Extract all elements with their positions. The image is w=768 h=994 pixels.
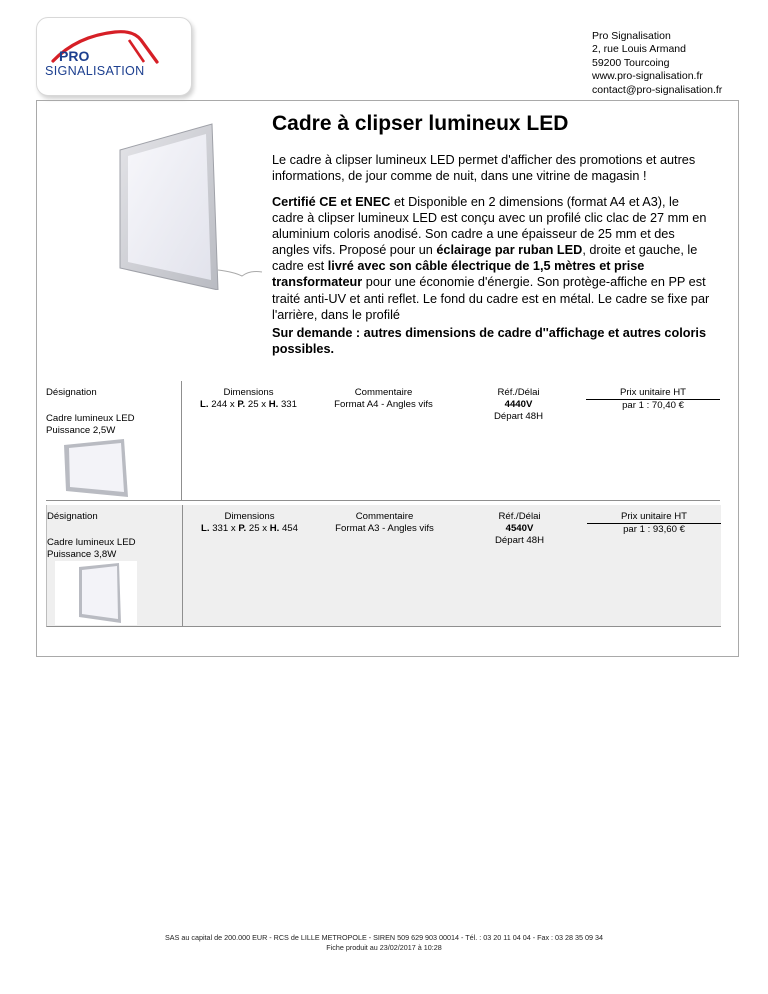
company-email[interactable]: contact@pro-signalisation.fr <box>592 83 723 96</box>
comment-cell <box>316 387 451 411</box>
comment-label: Commentaire <box>354 387 413 398</box>
product-title: Cadre à clipser lumineux LED <box>272 112 569 135</box>
product-intro: Le cadre à clipser lumineux LED permet d'afficher des promotions et autres informations, de jour comme de nuit, dans une vitrine de magasin ! <box>272 153 696 184</box>
desc-text-3: pour une économie d'énergie. Son protège-affiche en PP est traité anti-UV et anti reflet. Le fond du cadre est en métal. Le cadre se fixe par l'arrière, dans le profilé <box>272 275 710 322</box>
desc-bold-lighting: éclairage par ruban LED <box>436 243 583 258</box>
reference-cell <box>452 511 587 546</box>
reference-cell <box>451 387 586 422</box>
dimensions-label: Dimensions <box>223 387 274 398</box>
row-product-thumbnail <box>55 561 137 625</box>
table-row <box>46 381 720 501</box>
product-name: Cadre lumineux LED <box>47 536 136 548</box>
logo-text-signalisation: SIGNALISATION <box>45 64 145 78</box>
comment-cell <box>317 511 452 535</box>
page-footer <box>0 933 768 952</box>
product-power: Puissance 3,8W <box>47 548 117 560</box>
row-product-thumbnail <box>54 437 136 497</box>
on-demand-note: Sur demande : autres dimensions de cadre d''affichage et autres coloris possibles. <box>272 326 707 357</box>
price-cell <box>586 387 720 412</box>
price-label: Prix unitaire HT <box>587 511 721 524</box>
comment-label: Commentaire <box>355 511 414 522</box>
comment-value: Format A4 - Angles vifs <box>334 398 433 410</box>
designation-label: Désignation <box>46 387 97 398</box>
desc-bold-certification: Certifié CE et ENEC <box>272 195 391 209</box>
dimensions-label: Dimensions <box>224 511 275 522</box>
company-address <box>592 30 722 97</box>
dimensions-cell <box>182 511 317 535</box>
comment-value: Format A3 - Angles vifs <box>335 522 434 534</box>
dimensions-value: L. 244 x P. 25 x H. 331 <box>200 398 297 410</box>
table-row <box>46 505 721 627</box>
logo-graphic <box>37 18 191 95</box>
footer-date: Fiche produit au 23/02/2017 à 10:28 <box>326 942 442 952</box>
price-label: Prix unitaire HT <box>586 387 720 400</box>
reference-value: 4540V <box>505 522 534 534</box>
price-cell <box>587 511 721 536</box>
logo-text-pro: PRO <box>59 48 90 64</box>
delay-value: Départ 48H <box>493 410 544 422</box>
product-description <box>272 194 712 323</box>
product-name: Cadre lumineux LED <box>46 412 135 424</box>
designation-cell <box>46 387 176 436</box>
company-name: Pro Signalisation <box>592 30 671 42</box>
product-image <box>84 120 264 290</box>
reference-label: Réf./Délai <box>497 387 540 398</box>
designation-cell <box>47 511 177 560</box>
footer-legal: SAS au capital de 200.000 EUR - RCS de LILLE METROPOLE - SIREN 509 629 903 00014 - Tél. : 03 20 11 04 04 - Fax : 03 28 35 09 34 <box>164 933 604 942</box>
company-logo <box>36 17 192 96</box>
designation-label: Désignation <box>47 511 98 522</box>
desc-text-1: et Disponible en 2 dimensions (format A4 et A3), le cadre à clipser lumineux LED est conçu avec un profilé clic clac de 27 mm en aluminium coloris anodisé. Son cadre a une épaisseur de 25 mm et des angles vifs. Proposé pour un <box>272 195 707 258</box>
reference-value: 4440V <box>504 398 533 410</box>
product-power: Puissance 2,5W <box>46 424 116 436</box>
company-website[interactable]: www.pro-signalisation.fr <box>592 70 703 83</box>
company-city: 59200 Tourcoing <box>592 56 670 69</box>
delay-value: Départ 48H <box>494 534 545 546</box>
price-value: par 1 : 70,40 € <box>622 399 684 411</box>
desc-bold-cable: livré avec son câble électrique de 1,5 mètres et prise transformateur <box>272 259 645 290</box>
company-street: 2, rue Louis Armand <box>592 43 686 56</box>
price-value: par 1 : 93,60 € <box>623 523 685 535</box>
desc-text-2: , droite et gauche, le cadre est <box>272 243 698 274</box>
reference-label: Réf./Délai <box>498 511 541 522</box>
dimensions-cell <box>181 387 316 411</box>
dimensions-value: L. 331 x P. 25 x H. 454 <box>201 522 298 534</box>
